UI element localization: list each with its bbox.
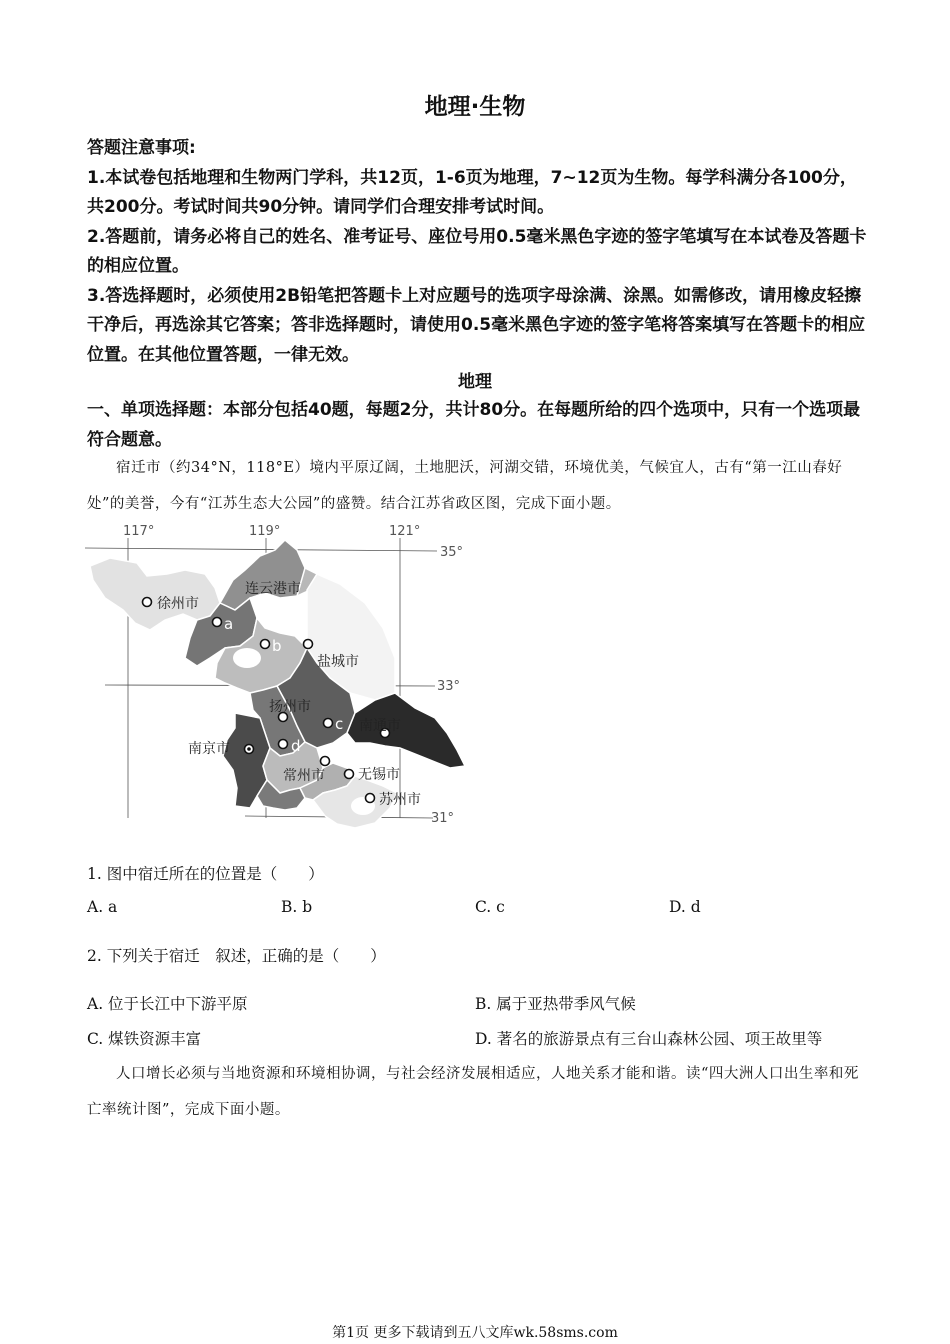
point-label-c: c bbox=[335, 715, 344, 733]
lon-label: 117° bbox=[123, 524, 155, 539]
city-label: 盐城市 bbox=[317, 654, 359, 670]
instruction-item: 1.本试卷包括地理和生物两门学科，共12页，1-6页为地理，7~12页为生物。每学科满分各100分，共200分。考试时间共90分钟。请同学们合理安排考试时间。 bbox=[87, 167, 857, 217]
lon-label: 121° bbox=[389, 524, 421, 539]
point-label-a: a bbox=[224, 615, 234, 633]
city-label: 常州市 bbox=[283, 768, 325, 784]
city-label: 南京市 bbox=[188, 741, 230, 757]
lon-label: 119° bbox=[249, 524, 281, 539]
point-c-marker bbox=[324, 719, 333, 728]
instruction-item: 3.答选择题时，必须使用2B铅笔把答题卡上对应题号的选项字母涂满、涂黑。如需修改，请用橡皮轻擦干净后，再选涂其它答案；答非选择题时，请使用0.5毫米黑色字迹的签字笔将答案填写在答题卡的相应位置。在其他位置答题，一律无效。 bbox=[87, 285, 866, 365]
q2-option-b: B. 属于亚热带季风气候 bbox=[475, 995, 636, 1013]
instructions-heading: 答题注意事项: bbox=[87, 138, 196, 158]
section-title: 地理 bbox=[458, 372, 492, 392]
q2-option-c: C. 煤铁资源丰富 bbox=[87, 1030, 202, 1048]
exam-instructions bbox=[87, 134, 867, 370]
city-label: 扬州市 bbox=[269, 699, 311, 715]
suzhou-marker bbox=[366, 794, 375, 803]
lat-label: 31° bbox=[431, 811, 455, 826]
part-title: 一、单项选择题：本部分包括40题，每题2分，共计80分。在每题所给的四个选项中，只有一个选项最符合题意。 bbox=[87, 400, 861, 450]
point-b-marker bbox=[261, 640, 270, 649]
question-1-stem: 1. 图中宿迁所在的位置是（ ） bbox=[87, 865, 324, 883]
q2-option-d: D. 著名的旅游景点有三台山森林公园、项王故里等 bbox=[475, 1030, 823, 1048]
q1-option-d: D. d bbox=[669, 898, 701, 916]
yancheng-marker bbox=[304, 640, 313, 649]
city-label: 南通市 bbox=[359, 718, 401, 734]
jiangsu-map bbox=[85, 518, 470, 833]
reading-passage: 宿迁市（约34°N，118°E）境内平原辽阔，土地肥沃，河湖交错，环境优美，气候宜人，古有“第一江山春好处”的美誉，今有“江苏生态大公园”的盛赞。结合江苏省政区图，完成下面小题。 bbox=[87, 460, 843, 512]
city-label: 苏州市 bbox=[379, 792, 421, 808]
point-a-marker bbox=[213, 618, 222, 627]
page-footer: 第1页 更多下载请到五八文库wk.58sms.com bbox=[332, 1325, 618, 1341]
wuxi-marker bbox=[345, 770, 354, 779]
city-label: 徐州市 bbox=[157, 596, 199, 612]
q1-option-a: A. a bbox=[87, 898, 118, 916]
q1-option-b: B. b bbox=[281, 898, 313, 916]
lat-label: 35° bbox=[440, 545, 464, 560]
q2-option-a: A. 位于长江中下游平原 bbox=[87, 995, 248, 1013]
lat-label: 33° bbox=[437, 679, 461, 694]
page-title: 地理·生物 bbox=[424, 94, 526, 120]
point-d-marker bbox=[279, 740, 288, 749]
reading-passage: 人口增长必须与当地资源和环境相协调，与社会经济发展相适应，人地关系才能和谐。读“四大洲人口出生率和死亡率统计图”，完成下面小题。 bbox=[87, 1066, 859, 1118]
instruction-item: 2.答题前，请务必将自己的姓名、准考证号、座位号用0.5毫米黑色字迹的签字笔填写在本试卷及答题卡的相应位置。 bbox=[87, 226, 867, 276]
point-label-b: b bbox=[272, 637, 282, 655]
city-label: 无锡市 bbox=[358, 767, 400, 783]
question-2-stem: 2. 下列关于宿迁 叙述，正确的是（ ） bbox=[87, 947, 386, 965]
q1-option-c: C. c bbox=[475, 898, 505, 916]
changzhou-marker bbox=[321, 757, 330, 766]
point-label-d: d bbox=[291, 737, 301, 755]
city-label: 连云港市 bbox=[245, 581, 301, 597]
xuzhou-marker bbox=[143, 598, 152, 607]
